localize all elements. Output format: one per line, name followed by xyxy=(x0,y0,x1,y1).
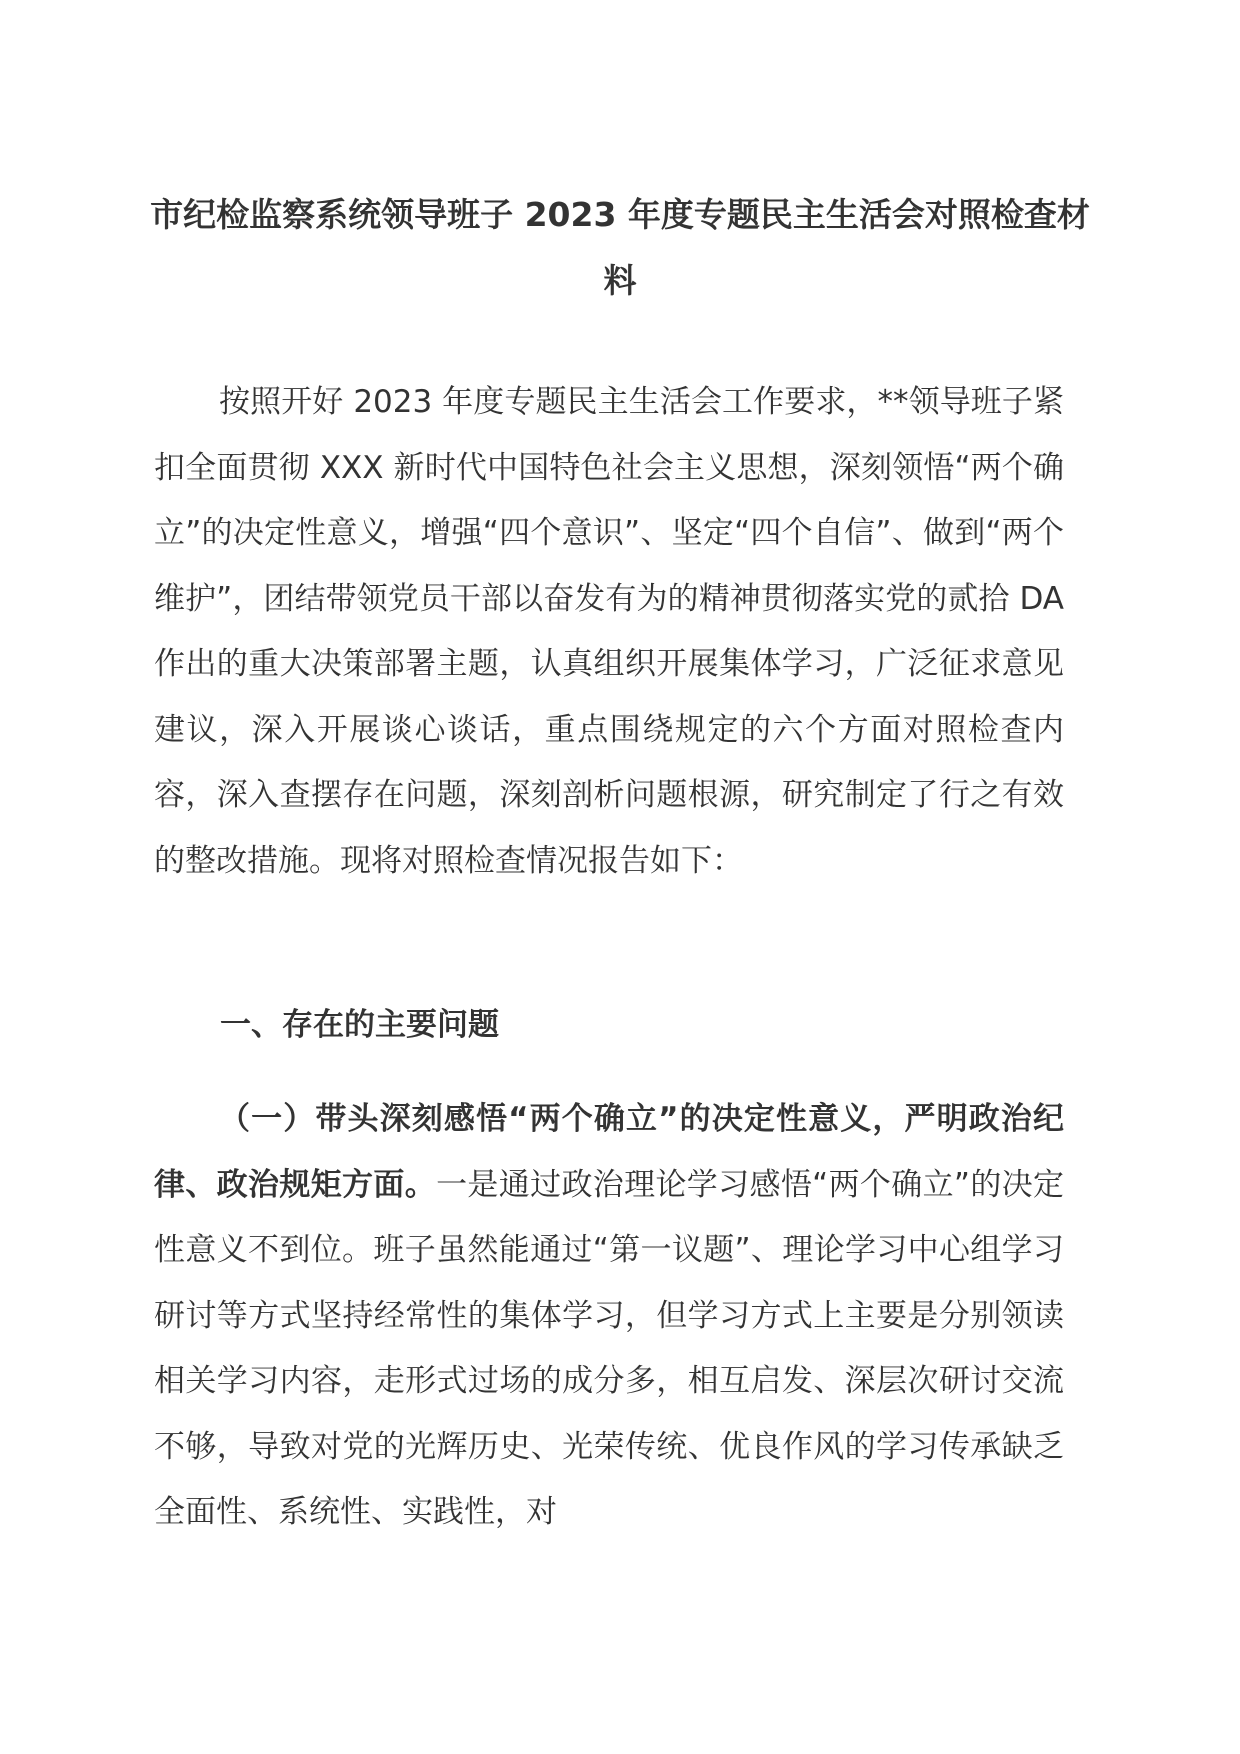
subsection-body-1: 一是通过政治理论学习感悟“两个确立”的决定性意义不到位。班子虽然能通过“第一议题”、理论学习中心组学习研讨等方式坚持经常性的集体学习，但学习方式上主要是分别领读相关学习内容，走形式过场的成分多，相互启发、深层次研讨交流不够，导致对党的光辉历史、光荣传统、优良作风的学习传承缺乏全面性、系统性、实践性，对 xyxy=(154,1166,1065,1530)
document-title: 市纪检监察系统领导班子 2023 年度专题民主生活会对照检查材料 xyxy=(150,195,1090,300)
subsection-lead-1: （一）带头深刻感悟“两个确立”的决定性意义，严明政治纪律、政治规矩方面。 xyxy=(154,1101,1064,1203)
intro-paragraph: 按照开好 2023 年度专题民主生活会工作要求，**领导班子紧扣全面贯彻 XXX 新时代中国特色社会主义思想，深刻领悟“两个确立”的决定性意义，增强“四个意识”、坚定“四个自信”、做到“两个维护”，团结带领党员干部以奋发有为的精神贯彻落实党的贰拾 DA 作出的重大决策部署主题，认真组织开展集体学习，广泛征求意见建议，深入开展谈心谈话，重点围绕规定的六个方面对照检查内容，深入查摆存在问题，深刻剖析问题根源，研究制定了行之有效的整改措施。现将对照检查情况报告如下： xyxy=(154,384,1064,879)
subsection-paragraph-1 xyxy=(154,1087,1064,1546)
section-heading-problems: 一、存在的主要问题 xyxy=(220,1007,499,1043)
